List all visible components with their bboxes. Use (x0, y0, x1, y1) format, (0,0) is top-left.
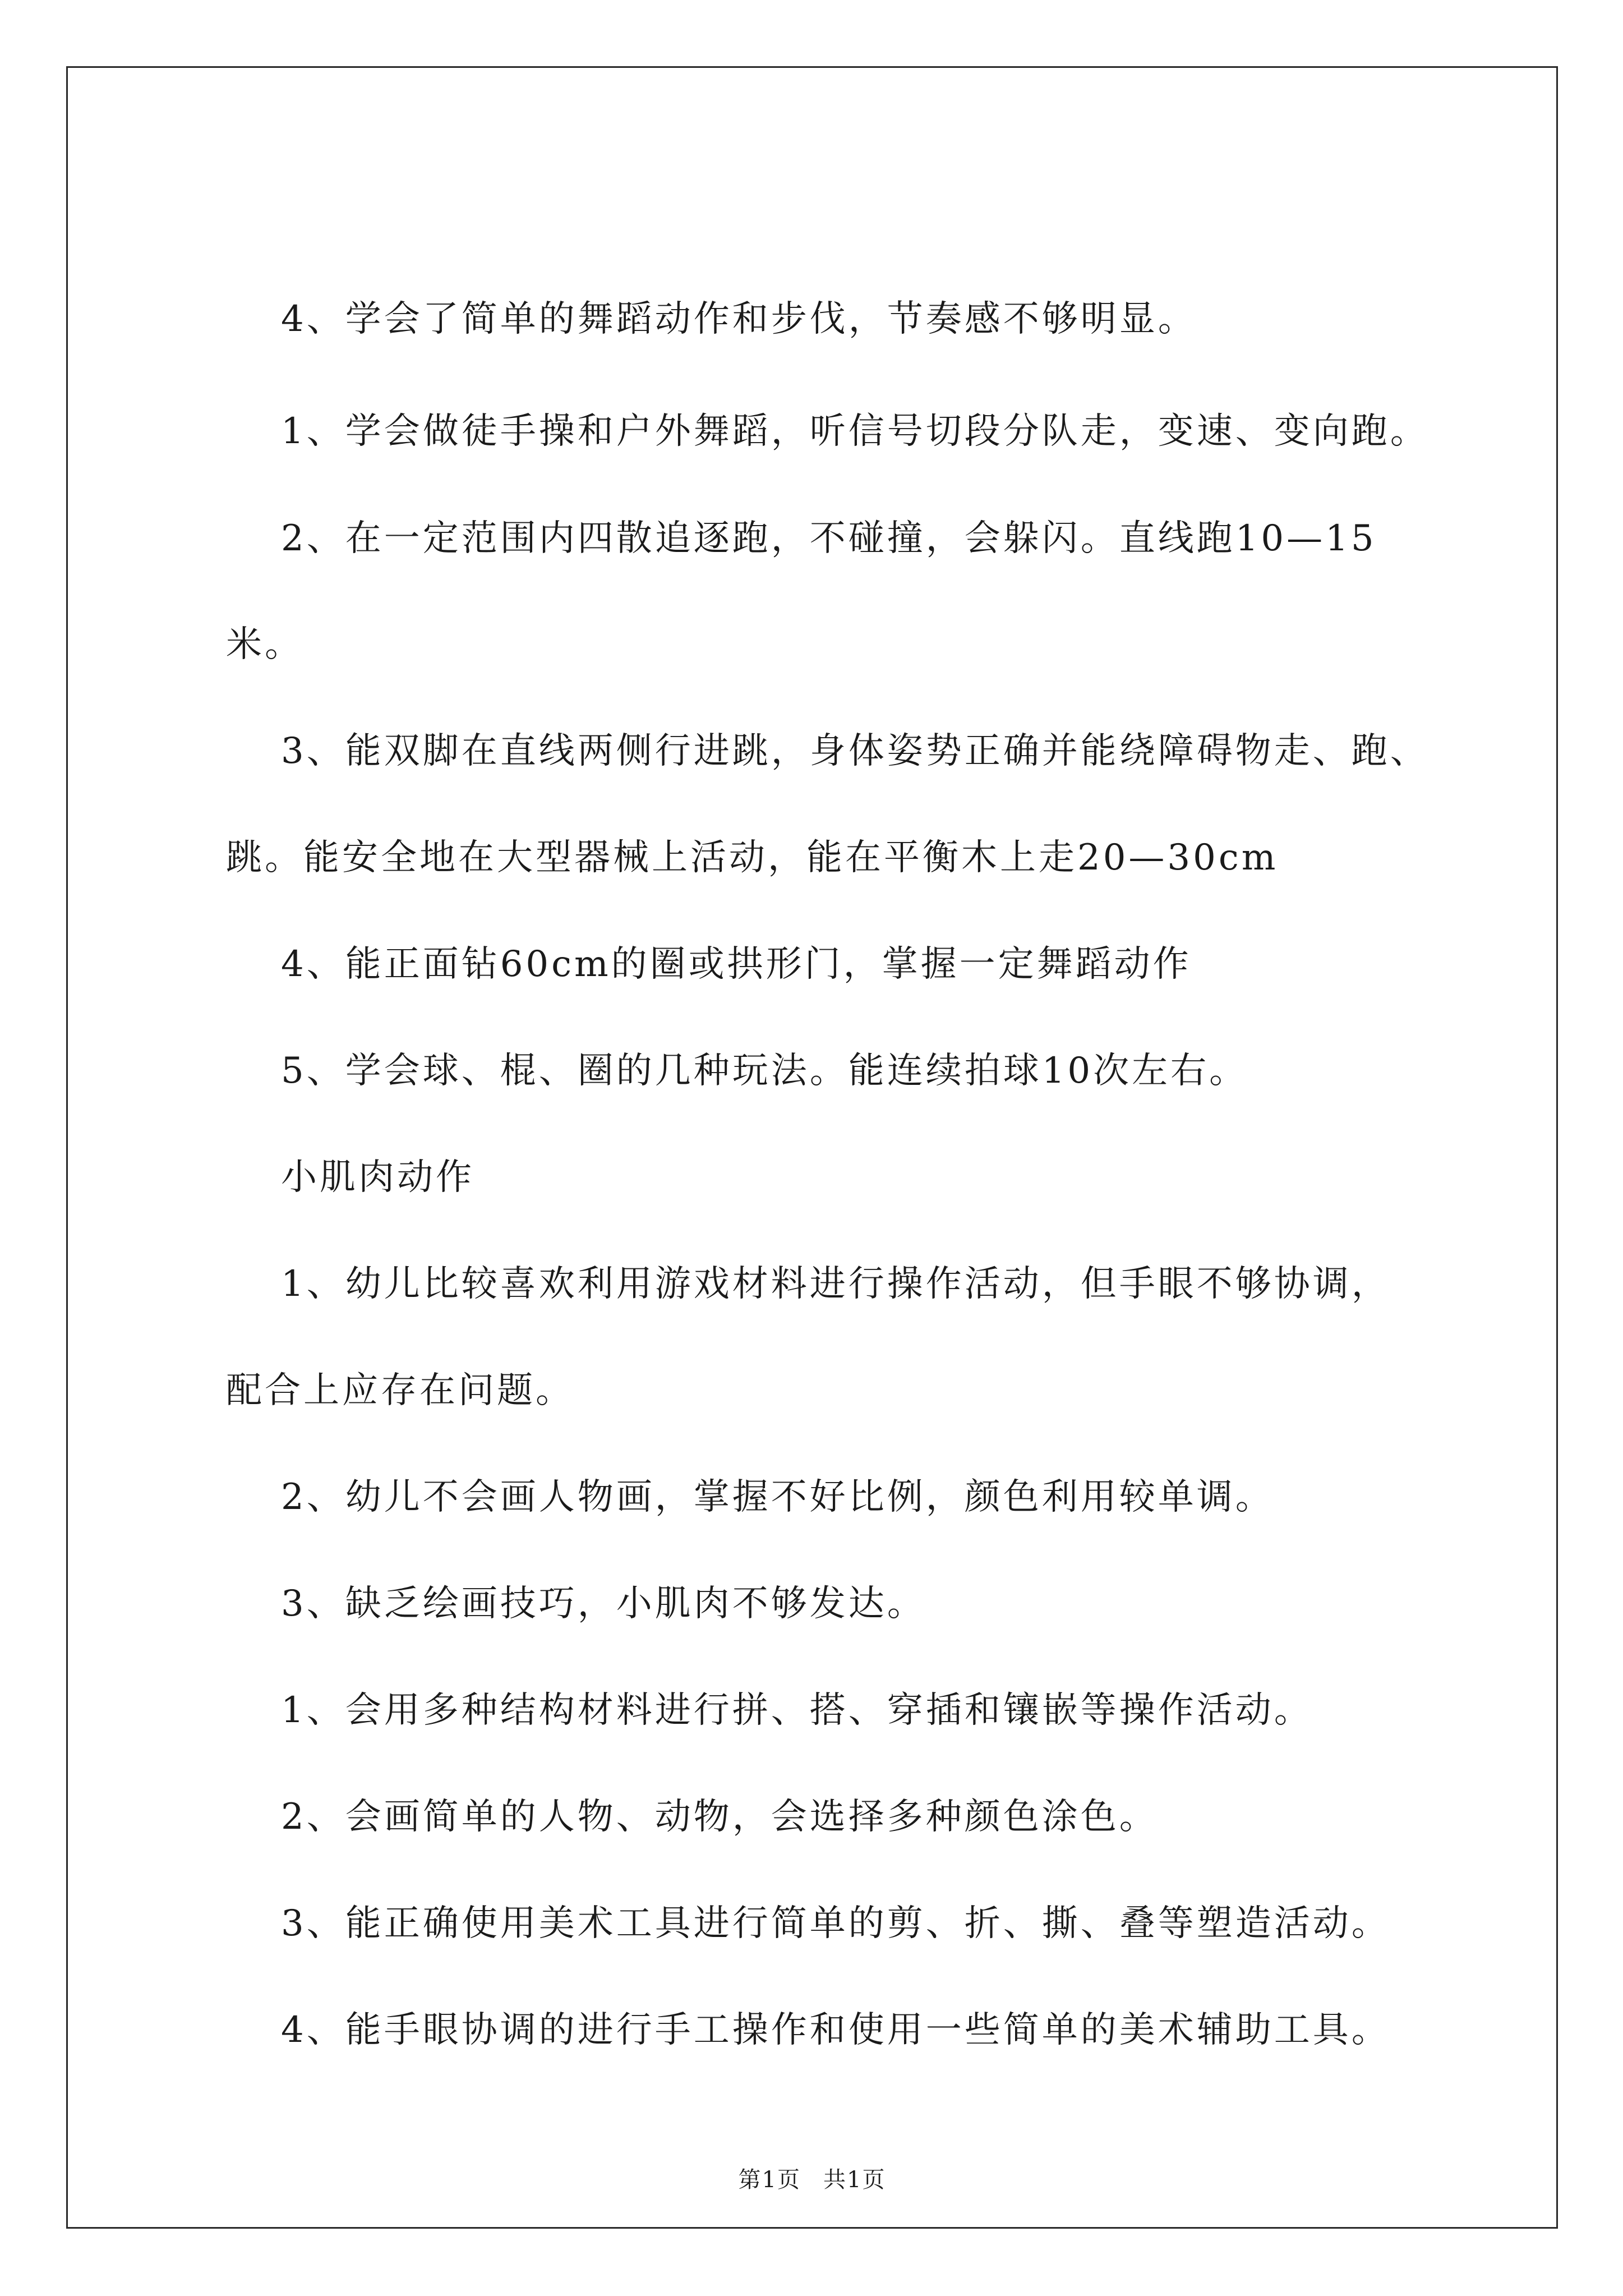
text-line: 3、能正确使用美术工具进行简单的剪、折、撕、叠等塑造活动。 (281, 1903, 1390, 1944)
text-line: 配合上应存在问题。 (226, 1370, 574, 1411)
text-line: 4、学会了简单的舞蹈动作和步伐，节奏感不够明显。 (281, 298, 1197, 340)
section-heading: 小肌肉动作 (281, 1157, 474, 1198)
text-line: 米。 (226, 624, 303, 665)
text-line: 1、学会做徒手操和户外舞蹈，听信号切段分队走，变速、变向跑。 (281, 411, 1429, 452)
text-line: 2、会画简单的人物、动物，会选择多种颜色涂色。 (281, 1796, 1158, 1838)
page-frame (66, 66, 1558, 2229)
text-line: 1、会用多种结构材料进行拼、搭、穿插和镶嵌等操作活动。 (281, 1690, 1313, 1731)
document-body (68, 68, 1556, 2227)
text-line: 3、能双脚在直线两侧行进跳，身体姿势正确并能绕障碍物走、跑、 (281, 730, 1429, 772)
text-line: 1、幼儿比较喜欢利用游戏材料进行操作活动，但手眼不够协调， (281, 1263, 1390, 1305)
text-line: 4、能正面钻60cm的圈或拱形门，掌握一定舞蹈动作 (281, 944, 1192, 985)
text-line: 3、缺乏绘画技巧，小肌肉不够发达。 (281, 1583, 926, 1625)
text-line: 5、学会球、棍、圈的几种玩法。能连续拍球10次左右。 (281, 1050, 1248, 1092)
page-footer (68, 2169, 1556, 2191)
page-total: 共1页 (823, 2167, 886, 2193)
text-line: 跳。能安全地在大型器械上活动，能在平衡木上走20—30cm (226, 837, 1279, 878)
page-number: 第1页 (738, 2167, 801, 2193)
text-line: 4、能手眼协调的进行手工操作和使用一些简单的美术辅助工具。 (281, 2009, 1390, 2051)
text-line: 2、在一定范围内四散追逐跑，不碰撞，会躲闪。直线跑10—15 (281, 518, 1377, 559)
text-line: 2、幼儿不会画人物画，掌握不好比例，颜色利用较单调。 (281, 1476, 1274, 1518)
